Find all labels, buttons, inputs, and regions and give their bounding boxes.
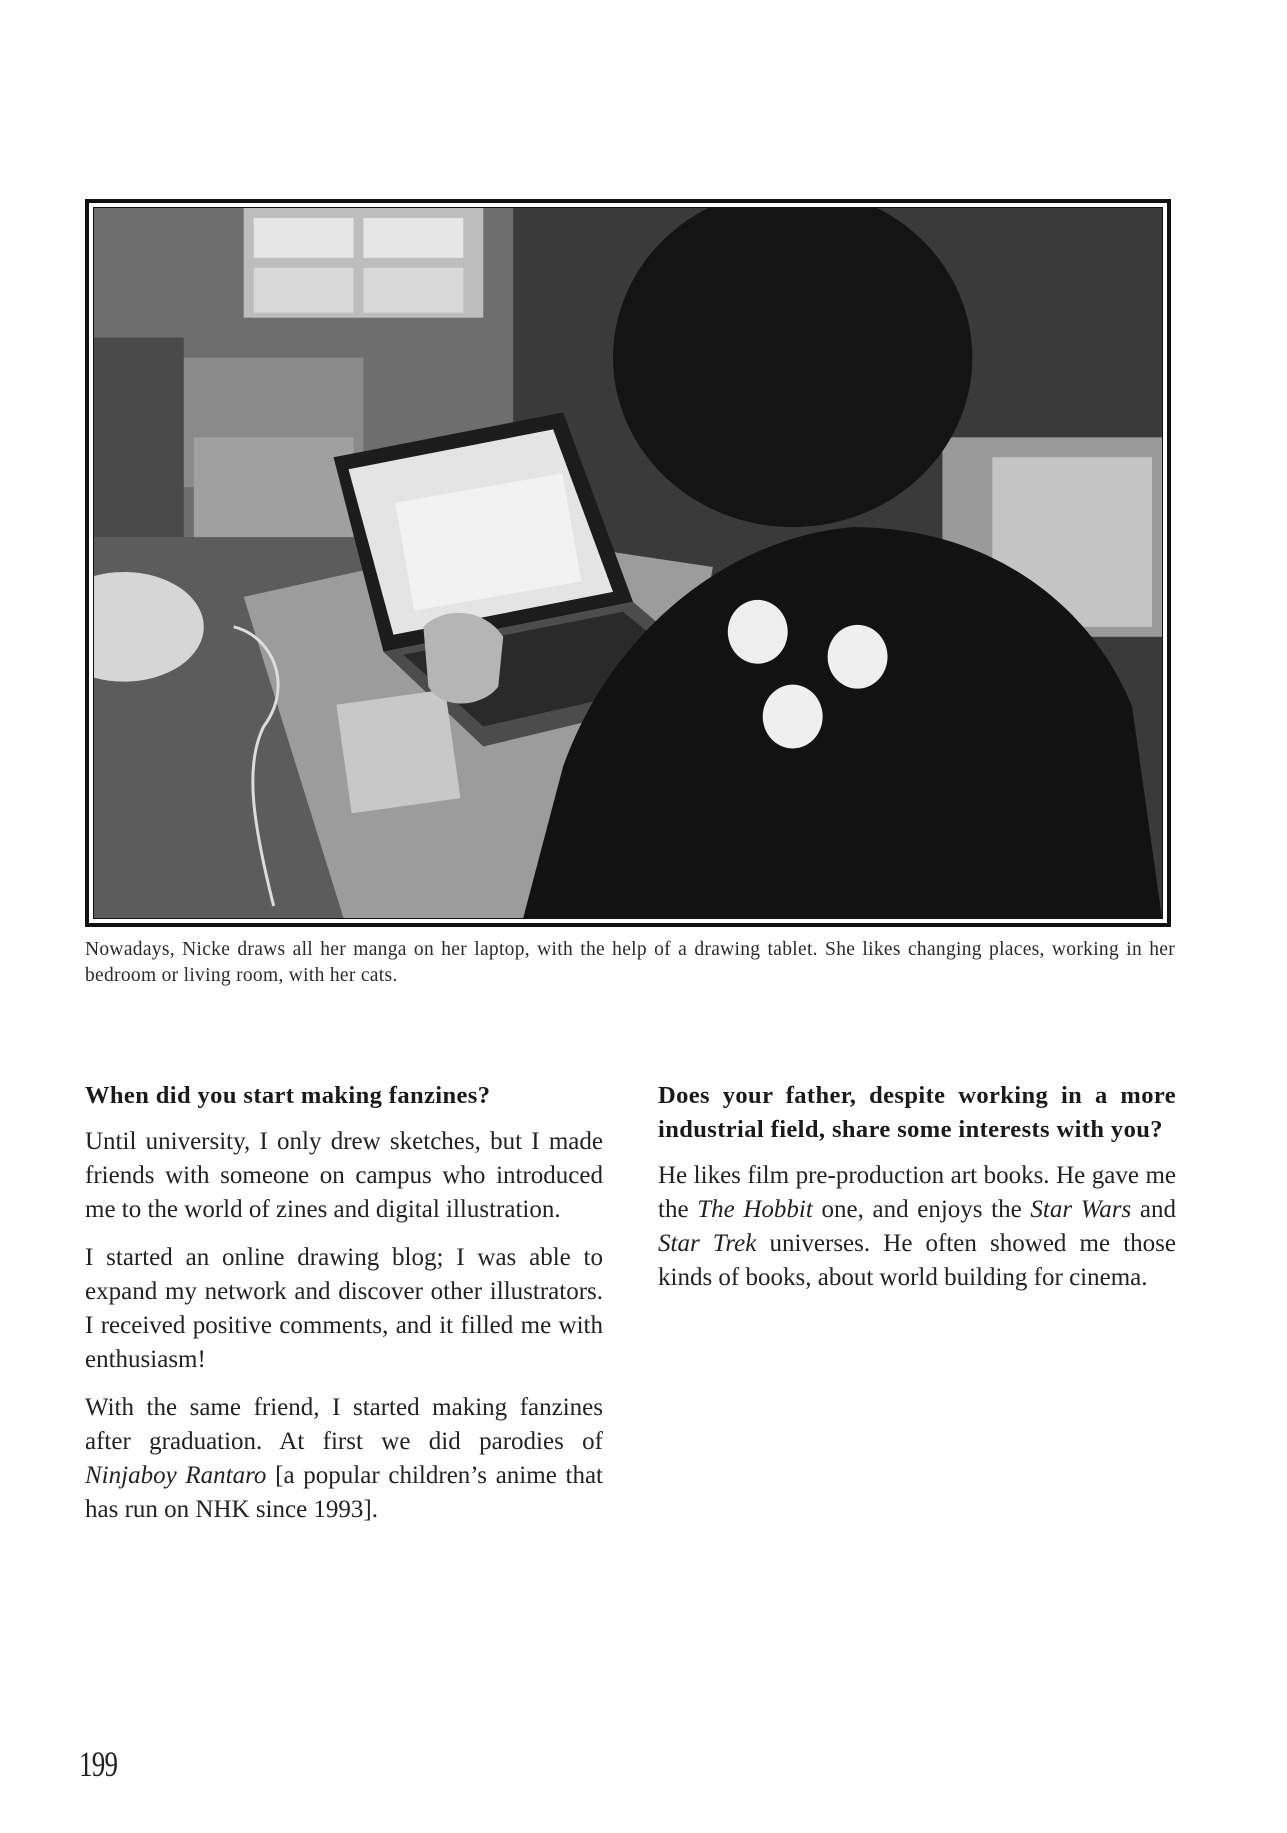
answer-paragraph xyxy=(85,1391,603,1527)
photo-caption: Nowadays, Nicke draws all her manga on her laptop, with the help of a drawing tablet. She likes changing places, working in her bedroom or living room, with her cats. xyxy=(85,939,1175,986)
photo-illustration xyxy=(94,208,1162,918)
italic-title: Ninjaboy Rantaro xyxy=(85,1462,267,1489)
page-number: 199 xyxy=(79,1744,118,1784)
photo-laptop-drawing xyxy=(93,207,1163,919)
question-heading: When did you start making fanzines? xyxy=(85,1082,491,1109)
answer-paragraph: I started an online drawing blog; I was able to expand my network and discover other illustrators. I received positive comments, and it filled me with enthusiasm! xyxy=(85,1244,603,1373)
answer-paragraph xyxy=(658,1159,1176,1295)
text-segment: With the same friend, I started making fanzines after graduation. At first we did parodies of xyxy=(85,1394,603,1455)
text-segment: and xyxy=(1131,1196,1176,1223)
italic-title: Star Trek xyxy=(658,1230,757,1257)
answer-paragraph: Until university, I only drew sketches, but I made friends with someone on campus who introduced me to the world of zines and digital illustration. xyxy=(85,1128,603,1223)
text-segment: [a popular children’s anime that has run on NHK since 1993]. xyxy=(85,1462,603,1523)
photo-frame xyxy=(85,199,1171,927)
left-column xyxy=(85,1079,603,1541)
text-segment: one, and enjoys the xyxy=(812,1196,1031,1223)
text-segment: He likes film pre-production art books. He gave me the xyxy=(658,1162,1176,1223)
text-segment: universes. He often showed me those kinds of books, about world building for cinema. xyxy=(658,1230,1176,1291)
italic-title: Star Wars xyxy=(1030,1196,1132,1223)
right-column xyxy=(658,1079,1176,1309)
italic-title: The Hobbit xyxy=(697,1196,813,1223)
question-heading: Does your father, despite working in a more industrial field, share some interests with you? xyxy=(658,1082,1176,1143)
